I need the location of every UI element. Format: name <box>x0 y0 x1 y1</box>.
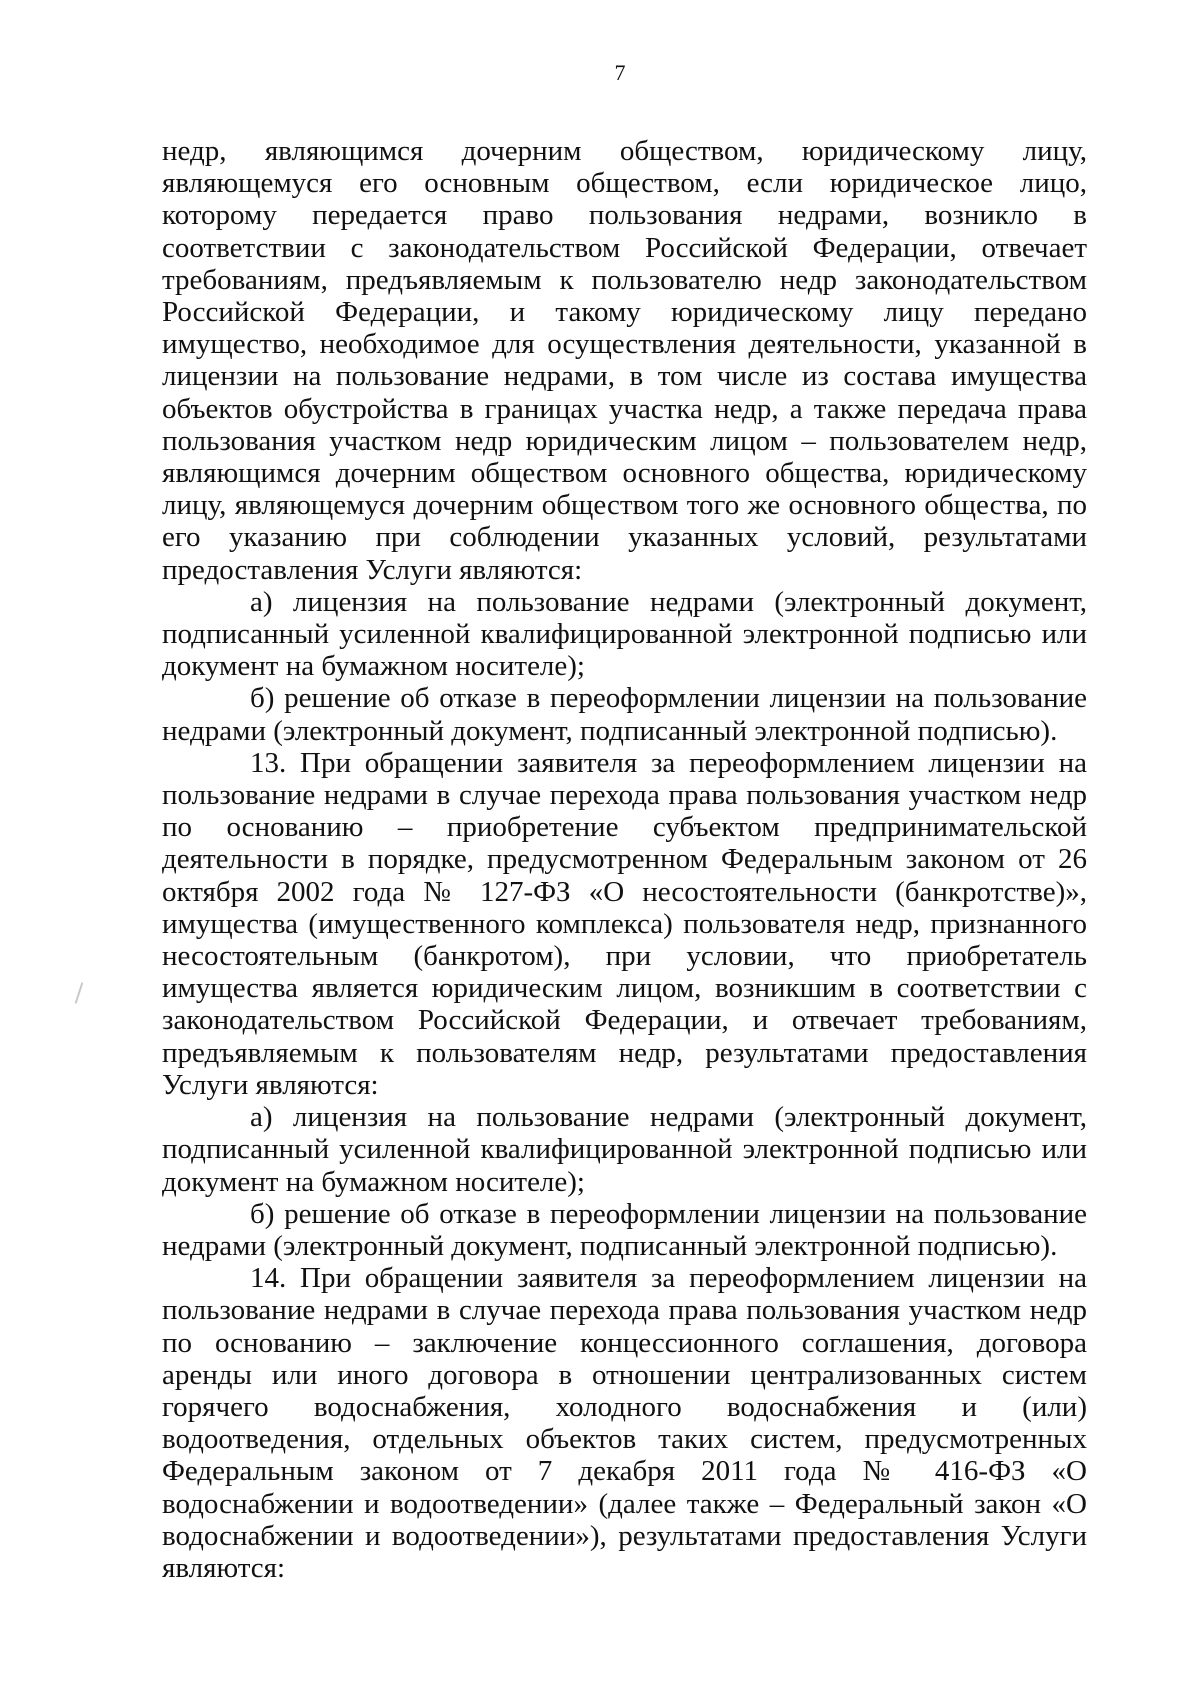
paragraph-item-a: а) лицензия на пользование недрами (электронный документ, подписанный усиленной квалифицированной электронной подписью или документ на бумажном носителе); <box>162 1101 1087 1198</box>
document-body <box>162 135 1087 1584</box>
paragraph-continuation: недр, являющимся дочерним обществом, юридическому лицу, являющемуся его основным обществом, если юридическое лицо, которому передается право пользования недрами, возникло в соответствии с законодательством Российской Федерации, отвечает требованиям, предъявляемым к пользователю недр законодательством Российской Федерации, и такому юридическому лицу передано имущество, необходимое для осуществления деятельности, указанной в лицензии на пользование недрами, в том числе из состава имущества объектов обустройства в границах участка недр, а также передача права пользования участком недр юридическим лицом – пользователем недр, являющимся дочерним обществом основного общества, юридическому лицу, являющемуся дочерним обществом того же основного общества, по его указанию при соблюдении указанных условий, результатами предоставления Услуги являются: <box>162 135 1087 586</box>
paragraph-14: 14. При обращении заявителя за переоформлением лицензии на пользование недрами в случае перехода права пользования участком недр по основанию – заключение концессионного соглашения, договора аренды или иного договора в отношении централизованных систем горячего водоснабжения, холодного водоснабжения и (или) водоотведения, отдельных объектов таких систем, предусмотренных Федеральным законом от 7 декабря 2011 года № 416-ФЗ «О водоснабжении и водоотведении» (далее также – Федеральный закон «О водоснабжении и водоотведении»), результатами предоставления Услуги являются: <box>162 1262 1087 1584</box>
scan-artifact-mark <box>75 982 84 1004</box>
paragraph-item-b: б) решение об отказе в переоформлении лицензии на пользование недрами (электронный документ, подписанный электронной подписью). <box>162 1197 1087 1262</box>
paragraph-item-b: б) решение об отказе в переоформлении лицензии на пользование недрами (электронный документ, подписанный электронной подписью). <box>162 682 1087 747</box>
page-number: 7 <box>614 60 626 85</box>
paragraph-item-a: а) лицензия на пользование недрами (электронный документ, подписанный усиленной квалифицированной электронной подписью или документ на бумажном носителе); <box>162 585 1087 683</box>
paragraph-13: 13. При обращении заявителя за переоформлением лицензии на пользование недрами в случае перехода права пользования участком недр по основанию – приобретение субъектом предпринимательской деятельности в порядке, предусмотренном Федеральным законом от 26 октября 2002 года № 127-ФЗ «О несостоятельности (банкротстве)», имущества (имущественного комплекса) пользователя недр, признанного несостоятельным (банкротом), при условии, что приобретатель имущества является юридическим лицом, возникшим в соответствии с законодательством Российской Федерации, и отвечает требованиям, предъявляемым к пользователям недр, результатами предоставления Услуги являются: <box>162 746 1087 1101</box>
